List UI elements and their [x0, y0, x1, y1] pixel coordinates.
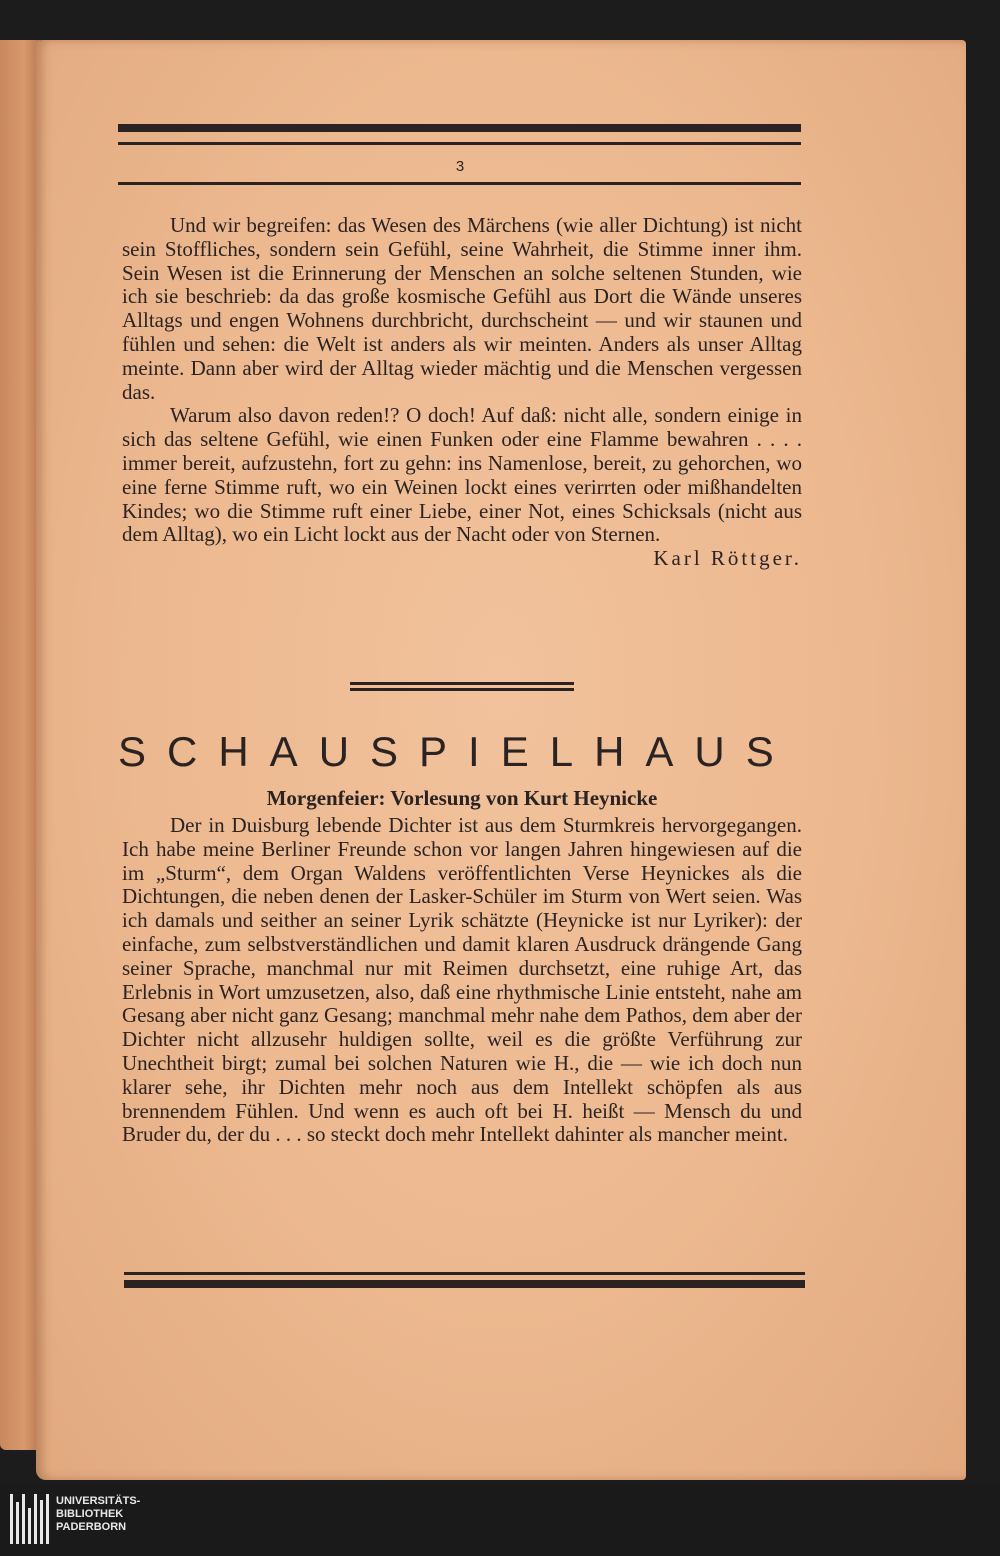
bottom-rule-thin: [124, 1272, 805, 1275]
section-subheading: Morgenfeier: Vorlesung von Kurt Heynicke: [266, 786, 658, 810]
section-text: [122, 814, 802, 1147]
top-rule-thin: [118, 142, 801, 145]
top-rule-thick: [118, 124, 801, 132]
essay-author: Karl Röttger.: [653, 546, 802, 571]
library-name-line-1: UNIVERSITÄTS-: [56, 1495, 141, 1507]
divider-rule-bottom: [350, 688, 574, 691]
library-name-line-3: PADERBORN: [56, 1521, 127, 1533]
section-body: Der in Duisburg lebende Dichter ist aus dem Sturmkreis hervorgegangen. Ich habe meine Berliner Freunde schon vor langen Jahren hingewiesen auf die im „Sturm“, dem Organ Waldens veröffentlichten Verse Heynickes als die Dichtungen, die neben denen der Lasker-Schüler im Sturm von Wert seien. Was ich damals und seither an seiner Lyrik schätzte (Heynicke ist nur Lyriker): der einfache, zum selbstverständlichen und damit klaren Ausdruck drängende Gang seiner Sprache, manchmal nur mit Reimen durchsetzt, eine ruhige Art, das Erlebnis in Wort umzusetzen, also, daß eine rhythmische Linie entsteht, nahe am Gesang aber nicht ganz Gesang; manchmal mehr nahe dem Pathos, dem aber der Dichter nicht allzusehr huldigen sollte, weil es die größte Verführung zur Unechtheit birgt; zumal bei solchen Naturen wie H., die — wie ich doch nun klarer sehe, ihr Dichten mehr noch aus dem Intellekt schöpfen als aus brennendem Fühlen. Und wenn es auch oft bei H. heißt — Mensch du und Bruder du, der du . . . so steckt doch mehr Intellekt dahinter als mancher meint.: [122, 813, 802, 1147]
divider-rule-top: [350, 682, 574, 685]
library-name: [56, 1495, 140, 1534]
essay-paragraph-2: Warum also davon reden!? O doch! Auf daß: nicht alle, sondern einige in sich das seltene Gefühl, wie einen Funken oder eine Flamme bewahren . . . . immer bereit, aufzustehn, fort zu gehn: ins Namenlose, bereit, zu gehorchen, wo eine ferne Stimme ruft, wo ein Weinen lockt eines verirrten oder mißhandelten Kindes; wo die Stimme ruft einer Liebe, einer Not, eines Schicksals (nicht aus dem Alltag), wo ein Licht lockt aus der Nacht oder von Sternen.: [122, 403, 802, 547]
library-footer: [0, 1484, 1000, 1556]
essay-text: [122, 214, 802, 571]
bottom-rule-thick: [124, 1280, 805, 1288]
library-logo-icon: [10, 1494, 50, 1544]
library-name-line-2: BIBLIOTHEK: [56, 1508, 124, 1520]
left-page-edge: [0, 40, 40, 1450]
section-heading: SCHAUSPIELHAUS: [118, 728, 795, 775]
header-rule-bottom: [118, 182, 801, 185]
essay-paragraph-1: Und wir begreifen: das Wesen des Märchens (wie aller Dichtung) ist nicht sein Stoffliches, sondern sein Gefühl, seine Wahrheit, die Stimme inner ihm. Sein Wesen ist die Erinnerung der Menschen an solche seltenen Stunden, wie ich sie beschrieb: da das große kosmische Gefühl aus Dort die Wände unseres Alltags und engen Wohnens durchbricht, durchscheint — und wir staunen und fühlen und sehen: die Welt ist anders als wir meinten. Anders als unser Alltag meinte. Dann aber wird der Alltag wieder mächtig und die Menschen vergessen das.: [122, 213, 802, 404]
page-number: 3: [455, 158, 465, 175]
